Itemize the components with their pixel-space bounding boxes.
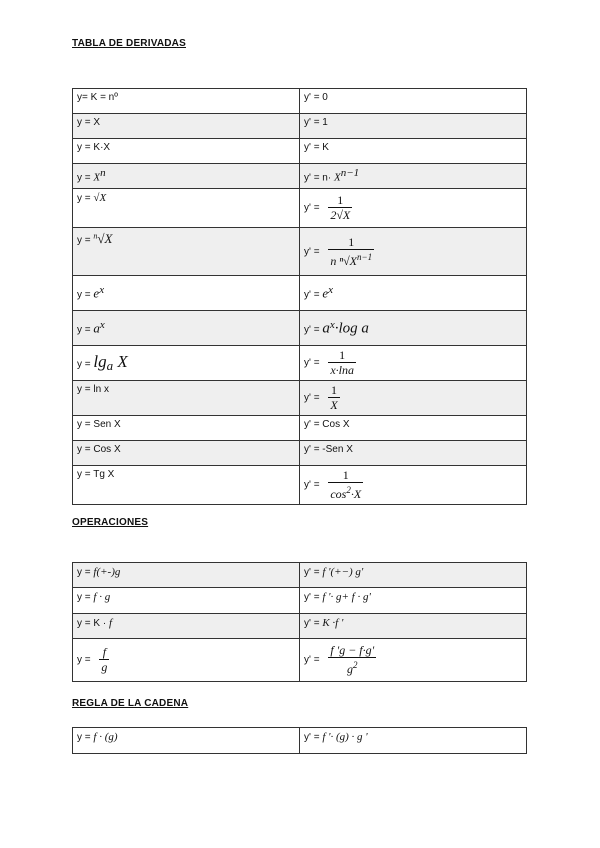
label: y' = n·	[304, 172, 332, 184]
denominator-base: cos	[330, 487, 347, 501]
label: y' =	[304, 392, 323, 404]
numerator: f 'g − f·g'	[330, 643, 375, 657]
math: e	[322, 285, 329, 301]
fraction	[328, 236, 374, 268]
fraction	[328, 469, 363, 501]
table-row	[73, 311, 527, 346]
fraction	[99, 646, 109, 674]
fraction	[328, 349, 356, 377]
label: y' =	[304, 567, 323, 578]
derivative-cell: y' = 0	[300, 89, 527, 114]
subscript: a	[106, 358, 114, 373]
denominator-base: g	[347, 662, 354, 676]
function-cell	[73, 614, 300, 639]
label: y' =	[304, 289, 323, 301]
table-row	[73, 588, 527, 614]
numerator: 1	[328, 384, 339, 398]
derivatives-table	[72, 88, 527, 505]
fraction	[328, 384, 339, 412]
table-row	[73, 139, 527, 164]
exponent: 2	[353, 660, 358, 670]
math: K ·f '	[322, 617, 344, 629]
label: y' =	[304, 618, 323, 629]
math-tail: X	[113, 352, 128, 371]
denominator: g	[101, 660, 108, 674]
table-row	[73, 466, 527, 505]
table-row	[73, 114, 527, 139]
math: f · (g)	[93, 731, 118, 743]
math: a	[322, 320, 330, 337]
label: y' =	[304, 592, 323, 603]
label: y' =	[304, 357, 323, 369]
table-row	[73, 563, 527, 588]
math: f '· g+ f · g'	[322, 591, 371, 603]
label: y = K ·	[77, 618, 109, 629]
derivative-cell: y' = -Sen X	[300, 441, 527, 466]
denominator: x·lna	[330, 363, 354, 377]
derivative-cell	[300, 639, 527, 682]
function-cell	[73, 563, 300, 588]
function-cell	[73, 346, 300, 381]
table-row	[73, 381, 527, 416]
fraction	[328, 644, 376, 676]
numerator: f	[99, 646, 109, 660]
exponent: x	[329, 318, 335, 331]
denominator	[328, 658, 376, 676]
numerator: 1	[328, 194, 352, 208]
math: lg	[93, 352, 107, 371]
derivative-cell: y' = K	[300, 139, 527, 164]
heading-operaciones: OPERACIONES	[72, 517, 149, 528]
table-row	[73, 614, 527, 639]
chain-rule-table	[72, 727, 527, 754]
function-cell: y = K·X	[73, 139, 300, 164]
table-row	[73, 346, 527, 381]
exponent: n−1	[340, 167, 360, 179]
function-cell: y = Cos X	[73, 441, 300, 466]
exponent: x	[328, 284, 333, 297]
denominator-base: n ⁿ√X	[330, 253, 358, 268]
label: y =	[77, 324, 94, 336]
function-cell	[73, 228, 300, 276]
function-cell	[73, 164, 300, 189]
heading-tabla-derivadas: TABLA DE DERIVADAS	[72, 38, 186, 49]
table-row	[73, 189, 527, 228]
function-cell: y = X	[73, 114, 300, 139]
operations-table	[72, 562, 527, 682]
math: X	[333, 171, 341, 184]
denominator	[328, 483, 363, 501]
exponent: n−1	[357, 251, 373, 262]
function-cell	[73, 639, 300, 682]
table-row	[73, 416, 527, 441]
label: y' =	[304, 479, 323, 491]
table-row	[73, 228, 527, 276]
label: y =	[77, 193, 94, 204]
table-row	[73, 639, 527, 682]
fraction	[328, 194, 352, 222]
function-cell: y = Tg X	[73, 466, 300, 505]
math: a	[93, 320, 100, 336]
numerator: 1	[328, 469, 363, 483]
numerator: 1	[328, 236, 374, 250]
function-cell	[73, 189, 300, 228]
table-row	[73, 276, 527, 311]
derivative-cell	[300, 311, 527, 346]
label: y =	[77, 172, 94, 184]
derivative-cell: y' = 1	[300, 114, 527, 139]
derivative-cell	[300, 728, 527, 754]
label: y =	[77, 654, 94, 666]
derivative-cell	[300, 588, 527, 614]
math: f(+-)g	[93, 566, 121, 578]
math: f	[108, 617, 113, 629]
math: X	[93, 171, 101, 184]
math: √X	[93, 192, 107, 204]
denominator-tail: ·X	[350, 487, 362, 501]
label: y =	[77, 289, 94, 301]
function-cell	[73, 588, 300, 614]
label: y =	[77, 732, 94, 743]
derivative-cell: y' = Cos X	[300, 416, 527, 441]
label: y' =	[304, 246, 323, 258]
exponent: n	[100, 167, 106, 179]
math: √X	[97, 231, 113, 246]
table-row	[73, 164, 527, 189]
derivative-cell	[300, 276, 527, 311]
derivative-cell	[300, 228, 527, 276]
exponent: x	[99, 319, 105, 332]
exponent: 2	[346, 485, 351, 495]
math: e	[93, 285, 100, 301]
derivative-cell	[300, 189, 527, 228]
label: y =	[77, 235, 94, 246]
table-row	[73, 441, 527, 466]
math: f '· (g) · g '	[322, 731, 368, 743]
label: y' =	[304, 324, 323, 336]
label: y =	[77, 359, 94, 370]
math-tail: ·log a	[334, 320, 369, 337]
derivative-cell	[300, 466, 527, 505]
math: f '(+−) g'	[322, 566, 364, 578]
function-cell	[73, 728, 300, 754]
heading-regla-cadena: REGLA DE LA CADENA	[72, 698, 189, 709]
derivative-cell	[300, 563, 527, 588]
function-cell: y= K = nº	[73, 89, 300, 114]
root-index: n	[93, 231, 98, 241]
function-cell: y = ln x	[73, 381, 300, 416]
function-cell	[73, 276, 300, 311]
derivative-cell	[300, 346, 527, 381]
derivative-cell	[300, 614, 527, 639]
table-row	[73, 89, 527, 114]
label: y =	[77, 567, 94, 578]
denominator: X	[330, 398, 338, 412]
label: y' =	[304, 732, 323, 743]
label: y' =	[304, 202, 323, 214]
denominator	[328, 250, 374, 268]
derivative-cell	[300, 381, 527, 416]
function-cell: y = Sen X	[73, 416, 300, 441]
numerator: 1	[328, 349, 356, 363]
math: f · g	[93, 591, 111, 603]
denominator: 2√X	[330, 208, 351, 222]
label: y =	[77, 592, 94, 603]
label: y' =	[304, 654, 323, 666]
table-row	[73, 728, 527, 754]
derivative-cell	[300, 164, 527, 189]
function-cell	[73, 311, 300, 346]
exponent: x	[99, 284, 105, 297]
